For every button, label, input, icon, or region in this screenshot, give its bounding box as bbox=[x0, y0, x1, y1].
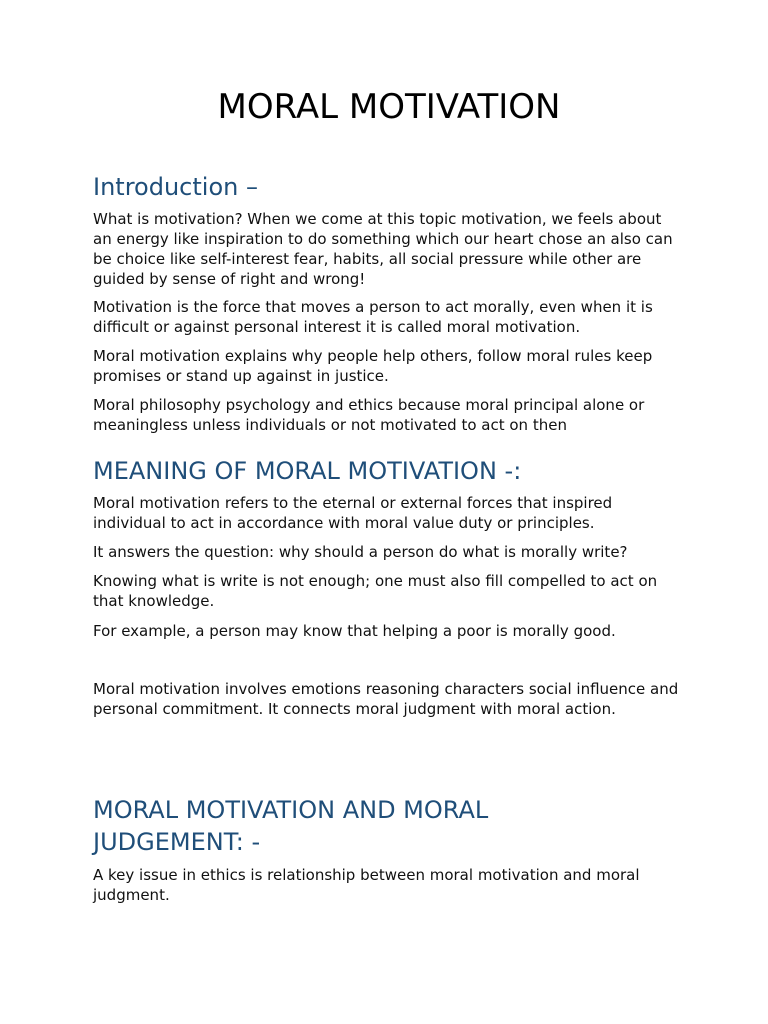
intro-paragraph-3: Moral motivation explains why people help others, follow moral rules keep promises or stand up against in justice. bbox=[93, 347, 653, 385]
section-heading-judgement: MORAL MOTIVATION AND MORAL JUDGEMENT: - bbox=[93, 796, 489, 856]
judgement-paragraph-1: A key issue in ethics is relationship between moral motivation and moral judgment. bbox=[93, 866, 640, 904]
intro-paragraph-2: Motivation is the force that moves a person to act morally, even when it is difficult or against personal interest it is called moral motivation. bbox=[93, 298, 653, 336]
section-heading-meaning: MEANING OF MORAL MOTIVATION -: bbox=[93, 457, 522, 485]
intro-paragraph-4: Moral philosophy psychology and ethics because moral principal alone or meaningless unless individuals or not motivated to act on then bbox=[93, 396, 645, 434]
document-title: MORAL MOTIVATION bbox=[217, 87, 561, 127]
meaning-paragraph-4: For example, a person may know that helping a poor is morally good. bbox=[93, 622, 616, 640]
meaning-paragraph-1: Moral motivation refers to the eternal or external forces that inspired individual to act in accordance with moral value duty or principles. bbox=[93, 494, 613, 532]
meaning-paragraph-2: It answers the question: why should a person do what is morally write? bbox=[93, 543, 628, 561]
section-heading-introduction: Introduction – bbox=[93, 173, 258, 201]
meaning-paragraph-5: Moral motivation involves emotions reasoning characters social influence and personal commitment. It connects moral judgment with moral action. bbox=[93, 680, 679, 718]
meaning-paragraph-3: Knowing what is write is not enough; one must also fill compelled to act on that knowledge. bbox=[93, 572, 658, 610]
intro-paragraph-1: What is motivation? When we come at this topic motivation, we feels about an energy like inspiration to do something which our heart chose an also can be choice like self-interest fear, habits, all social pressure while other are guided by sense of right and wrong! bbox=[93, 210, 673, 288]
